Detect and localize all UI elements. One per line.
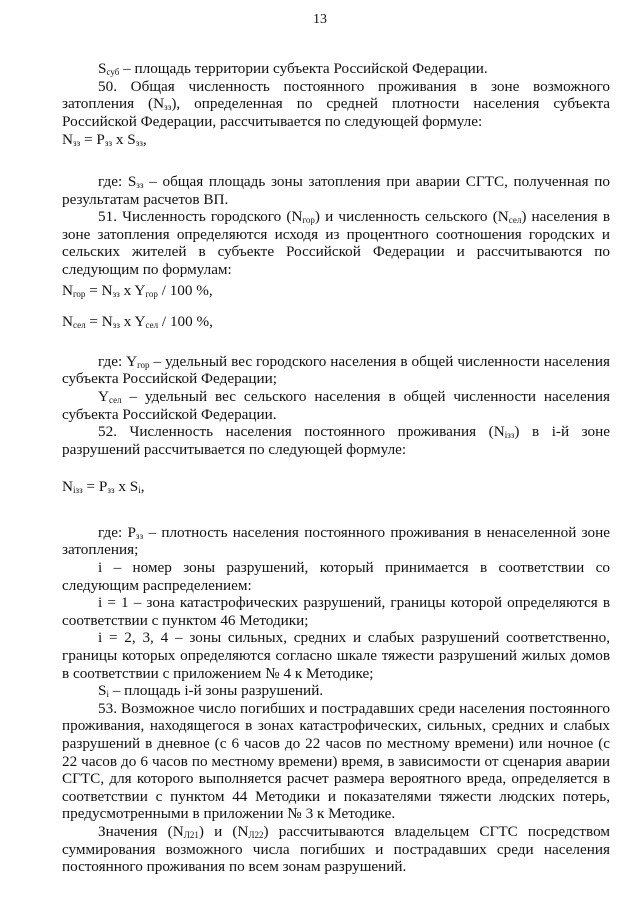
- formula-1: [62, 131, 610, 149]
- paragraph-52: [62, 423, 610, 458]
- text: где: S: [98, 172, 137, 190]
- subscript: iзз: [72, 485, 83, 496]
- text: 51. Численность городского (N: [98, 208, 303, 226]
- subscript: гор: [72, 288, 86, 299]
- paragraph-50: [62, 78, 610, 131]
- formula-2: [62, 282, 610, 300]
- text: 50. Общая численность постоянного проживания в зоне возможного затопления (N: [62, 77, 610, 113]
- symbol: N: [62, 131, 73, 149]
- text: где: P: [98, 523, 136, 541]
- symbol: S: [98, 60, 107, 77]
- subscript: зз: [135, 530, 144, 541]
- symbol: = P: [80, 131, 105, 149]
- symbol: / 100 %,: [158, 313, 213, 331]
- symbol: x S: [114, 478, 139, 496]
- subscript: суб: [106, 67, 120, 77]
- symbol: ,: [140, 478, 145, 496]
- text: где: Y: [98, 352, 138, 370]
- symbol: N: [62, 313, 73, 331]
- paragraph-where-3: [62, 524, 610, 559]
- text: – плотность населения постоянного проживания в ненаселенной зоне затопления;: [62, 523, 611, 559]
- formula-3: [62, 313, 610, 331]
- symbol: N: [62, 281, 73, 299]
- symbol: ,: [142, 131, 147, 149]
- text: ) населения в зоне затопления определяются исходя из процентного соотношения городских и сельских жителей в субъекте Российской Федерации и рассчитываются по следующим по формулам:: [62, 208, 610, 278]
- symbol: x S: [112, 131, 136, 149]
- formula-4: [62, 478, 610, 496]
- subscript: сел: [72, 320, 86, 331]
- subscript: Л22: [248, 829, 264, 840]
- text: ) и (N: [198, 822, 249, 840]
- paragraph-i-234: i = 2, 3, 4 – зоны сильных, средних и слабых разрушений соответственно, границы которых определяются согласно шкале тяжести разрушений жилых домов в соответствии с приложением № 4 к Методике;: [62, 629, 610, 682]
- text: – площадь территории субъекта Российской Федерации.: [119, 60, 488, 77]
- subscript: зз: [135, 138, 143, 149]
- text: – удельный вес сельского населения в общей численности населения субъекта Российской Федерации.: [62, 387, 610, 423]
- text: Y: [98, 387, 109, 405]
- symbol: x Y: [119, 313, 146, 331]
- subscript: сел: [508, 215, 522, 226]
- paragraph-s-sub: [62, 60, 610, 78]
- paragraph-i-1: i = 1 – зона катастрофических разрушений, границы которой определяются в соответствии с пунктом 46 Методики;: [62, 594, 610, 629]
- paragraph-51: [62, 208, 610, 278]
- text: – общая площадь зоны затопления при аварии СГТС, полученная по результатам расчетов ВП.: [62, 172, 611, 208]
- subscript: зз: [112, 288, 120, 299]
- text: – удельный вес городского населения в общей численности населения субъекта Российской Федерации;: [62, 352, 610, 388]
- subscript: зз: [164, 102, 172, 113]
- subscript: гор: [145, 288, 158, 299]
- text: ) и численность сельского (N: [314, 208, 509, 226]
- document-body: [62, 60, 610, 876]
- text: Значения (N: [98, 822, 184, 840]
- paragraph-where-1: [62, 173, 610, 208]
- subscript: гор: [302, 215, 315, 226]
- subscript: iзз: [504, 430, 515, 441]
- page-number: 13: [313, 12, 327, 27]
- text: – площадь i-й зоны разрушений.: [108, 682, 324, 700]
- text: S: [98, 682, 107, 700]
- subscript: i: [138, 485, 141, 496]
- subscript: зз: [107, 485, 115, 496]
- subscript: сел: [108, 394, 122, 405]
- paragraph-where-2: [62, 353, 610, 388]
- text: ) в i-й зоне разрушений рассчитывается по следующей формуле:: [62, 423, 610, 458]
- subscript: гор: [137, 359, 150, 370]
- paragraph-values: [62, 823, 610, 876]
- symbol: = P: [82, 478, 108, 496]
- paragraph-i-definition: i – номер зоны разрушений, который принимается в соответствии со следующим распределением:: [62, 559, 610, 594]
- subscript: зз: [136, 179, 144, 190]
- text: 52. Численность населения постоянного проживания (N: [98, 423, 505, 441]
- symbol: N: [62, 478, 73, 496]
- symbol: = N: [85, 313, 113, 331]
- subscript: Л21: [183, 829, 199, 840]
- text: ), определенная по средней плотности населения субъекта Российской Федерации, рассчитывается по следующей формуле:: [62, 95, 611, 130]
- symbol: = N: [85, 281, 113, 299]
- subscript: зз: [112, 320, 120, 331]
- symbol: x Y: [119, 281, 146, 299]
- text: ) рассчитываются владельцем СГТС посредством суммирования возможного числа погибших и пострадавших среди населения постоянного проживания по всем зонам разрушений.: [62, 822, 610, 876]
- paragraph-si: [62, 682, 610, 700]
- paragraph-53: 53. Возможное число погибших и пострадавших среди населения постоянного проживания, находящегося в зонах катастрофических, сильных, средних и слабых разрушений в дневное (с 6 часов до 22 часов по местному времени) или ночное (с 22 часов до 6 часов по местному времени) время, в зависимости от сценария аварии СГТС, для которого выполняется расчет размера вероятного вреда, определяется в соответствии с пунктом 44 Методики и показателями тяжести людских потерь, предусмотренными в приложении № 3 к Методике.: [62, 699, 610, 823]
- subscript: сел: [145, 320, 159, 331]
- subscript: зз: [104, 138, 113, 149]
- subscript: i: [106, 689, 109, 700]
- symbol: / 100 %,: [157, 281, 213, 299]
- paragraph-y-sel: [62, 388, 610, 423]
- subscript: зз: [72, 138, 81, 149]
